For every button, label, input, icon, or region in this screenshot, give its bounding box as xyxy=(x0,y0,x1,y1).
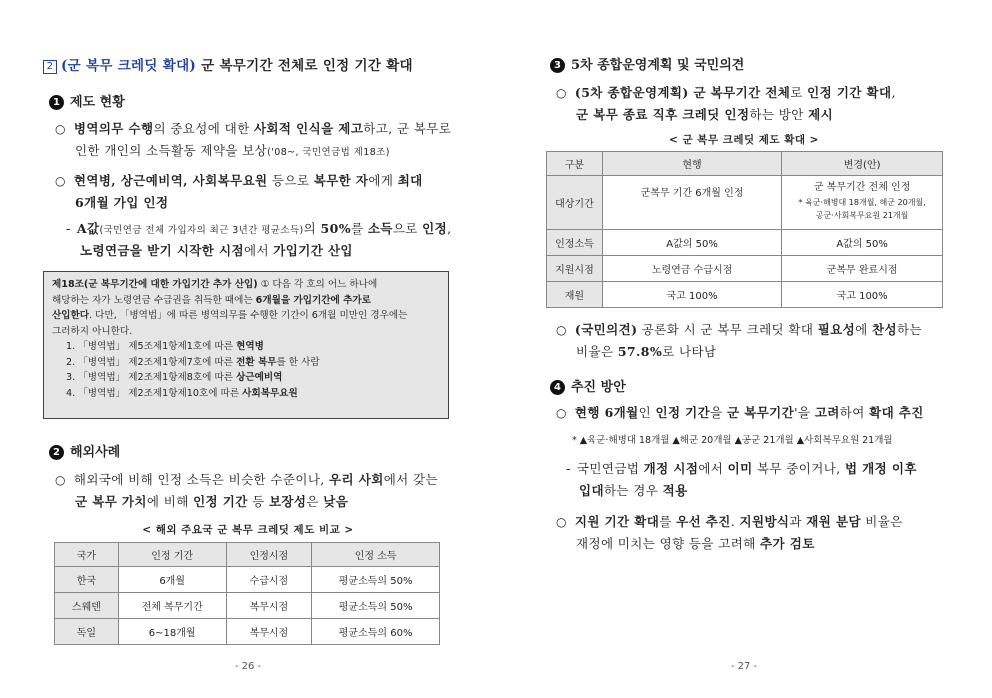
circle-bullet-icon: ○ xyxy=(55,174,66,188)
table-header: 국가 xyxy=(55,543,119,567)
table-row: 한국 6개월 수급시점 평균소득의 50% xyxy=(55,567,440,593)
circled-number-2: 2 xyxy=(49,445,64,460)
circle-bullet-icon: ○ xyxy=(556,406,567,420)
paragraph-1-line2: 인한 개인의 소득활동 제약을 보상('08~, 국민연금법 제18조) xyxy=(75,143,390,158)
paragraph-7-note: * ▲육군·해병대 18개월 ▲해군 20개월 ▲공군 21개월 ▲사회복무요원 21개월 xyxy=(572,435,893,446)
paragraph-5: ○ (5차 종합운영계획) 군 복무기간 전체로 인정 기간 확대, xyxy=(556,85,896,100)
overseas-comparison-table xyxy=(54,542,440,645)
paragraph-1: ○ 병역의무 수행의 중요성에 대한 사회적 인식을 제고하고, 군 복무로 xyxy=(55,121,452,136)
heading-number-box: 2 xyxy=(43,60,57,74)
paragraph-3-line2: 노령연금을 받기 시작한 시점에서 가입기간 산입 xyxy=(80,243,353,258)
table-row: 인정소득 A값의 50% A값의 50% xyxy=(547,230,943,256)
table-caption: < 해외 주요국 군 복무 크레딧 제도 비교 > xyxy=(142,524,354,536)
table-header: 변경(안) xyxy=(782,152,943,176)
circled-number-3: 3 xyxy=(550,58,565,73)
table-row: 대상기간 군복무 기간 6개월 인정 군 복무기간 전체 인정 * 육군·해병대 18개월, 해군 20개월, 공군·사회복무요원 21개월 xyxy=(547,176,943,230)
heading-text: 군 복무기간 전체로 인정 기간 확대 xyxy=(196,58,413,74)
paragraph-8-line2: 입대하는 경우 적용 xyxy=(579,483,688,498)
law-item: 1. 「병역법」 제5조제1항제1호에 따른 현역병 xyxy=(66,341,264,352)
paragraph-3: - A값(국민연금 전체 가입자의 최근 3년간 평균소득)의 50%를 소득으로 인정, xyxy=(66,221,452,236)
paragraph-2-line2: 6개월 가입 인정 xyxy=(75,195,169,210)
circle-bullet-icon: ○ xyxy=(556,323,567,337)
page-right xyxy=(496,0,992,698)
circled-number-1: 1 xyxy=(49,95,64,110)
subsection-3-title: 3 5차 종합운영계획 및 국민의견 xyxy=(550,54,744,73)
paragraph-5-line2: 군 복무 종료 직후 크레딧 인정하는 방안 제시 xyxy=(576,107,834,122)
table-row: 지원시점 노령연금 수급시점 군복무 완료시점 xyxy=(547,256,943,282)
paragraph-7: ○ 현행 6개월인 인정 기간을 군 복무기간'을 고려하여 확대 추진 xyxy=(556,405,924,420)
law-item: 3. 「병역법」 제2조제1항제8호에 따른 상근예비역 xyxy=(66,372,283,383)
dash-bullet: - xyxy=(66,221,71,236)
page-number: - 27 - xyxy=(730,661,758,672)
circled-number-4: 4 xyxy=(550,380,565,395)
circle-bullet-icon: ○ xyxy=(55,122,66,136)
dash-bullet: - xyxy=(566,461,571,476)
heading-blue-text: (군 복무 크레딧 확대) xyxy=(61,58,197,74)
paragraph-2: ○ 현역병, 상근예비역, 사회복무요원 등으로 복무한 자에게 최대 xyxy=(55,173,423,188)
table-header: 인정 소득 xyxy=(312,543,440,567)
table-row: 스웨덴 전체 복무기간 복무시점 평균소득의 50% xyxy=(55,593,440,619)
subsection-4-title: 4 추진 방안 xyxy=(550,376,626,395)
page-number: - 26 - xyxy=(234,661,262,672)
section-heading xyxy=(43,54,413,74)
table-header: 인정 기간 xyxy=(118,543,226,567)
circle-bullet-icon: ○ xyxy=(55,473,66,487)
law-item: 4. 「병역법」 제2조제1항제10호에 따른 사회복무요원 xyxy=(66,387,298,399)
credit-expansion-table xyxy=(546,151,943,308)
paragraph-8: - 국민연금법 개정 시점에서 이미 복무 중이거나, 법 개정 이후 xyxy=(566,461,917,476)
table-row: 재원 국고 100% 국고 100% xyxy=(547,282,943,308)
law-text-box: 제18조(군 복무기간에 대한 가입기간 추가 산입) ① 다음 각 호의 어느 하나에 해당하는 자가 노령연금 수급권을 취득한 때에는 6개월을 가입기간에 추가로 산입한다. 다만, 「병역법」에 따른 병역의무를 수행한 기간이 6개월 미만인 경우에는 그러하지 아니한다. 1. 「병역법」 제5조제1항제1호에 따른 현역병 2. 「병역법」 제2조제1항제7호에 따른 전환 복무를 한 사람 3. 「병역법」 제2조제1항제8호에 따른 상근예비역 4. 「병역법」 제2조제1항제10호에 따른 사회복무요원 xyxy=(43,271,449,419)
subsection-2-title: 2 해외사례 xyxy=(49,441,120,460)
table-row: 독일 6~18개월 복무시점 평균소득의 60% xyxy=(55,619,440,645)
paragraph-6: ○ (국민의견) 공론화 시 군 복무 크레딧 확대 필요성에 찬성하는 xyxy=(556,322,922,337)
circle-bullet-icon: ○ xyxy=(556,86,567,100)
table-caption: < 군 복무 크레딧 제도 확대 > xyxy=(669,134,819,146)
table-header: 구분 xyxy=(547,152,603,176)
table-header: 현행 xyxy=(602,152,781,176)
circle-bullet-icon: ○ xyxy=(556,515,567,529)
paragraph-4-line2: 군 복무 가치에 비해 인정 기간 등 보장성은 낮음 xyxy=(75,494,349,509)
subsection-1-title: 1 제도 현황 xyxy=(49,91,125,110)
paragraph-6-line2: 비율은 57.8%로 나타남 xyxy=(576,344,717,359)
law-item: 2. 「병역법」 제2조제1항제7호에 따른 전환 복무를 한 사람 xyxy=(66,356,320,368)
paragraph-9: ○ 지원 기간 확대를 우선 추진. 지원방식과 재원 분담 비율은 xyxy=(556,514,903,529)
paragraph-9-line2: 재정에 미치는 영향 등을 고려해 추가 검토 xyxy=(576,536,815,551)
table-header: 인정시점 xyxy=(226,543,312,567)
paragraph-4: ○ 해외국에 비해 인정 소득은 비슷한 수준이나, 우리 사회에서 갖는 xyxy=(55,472,438,487)
